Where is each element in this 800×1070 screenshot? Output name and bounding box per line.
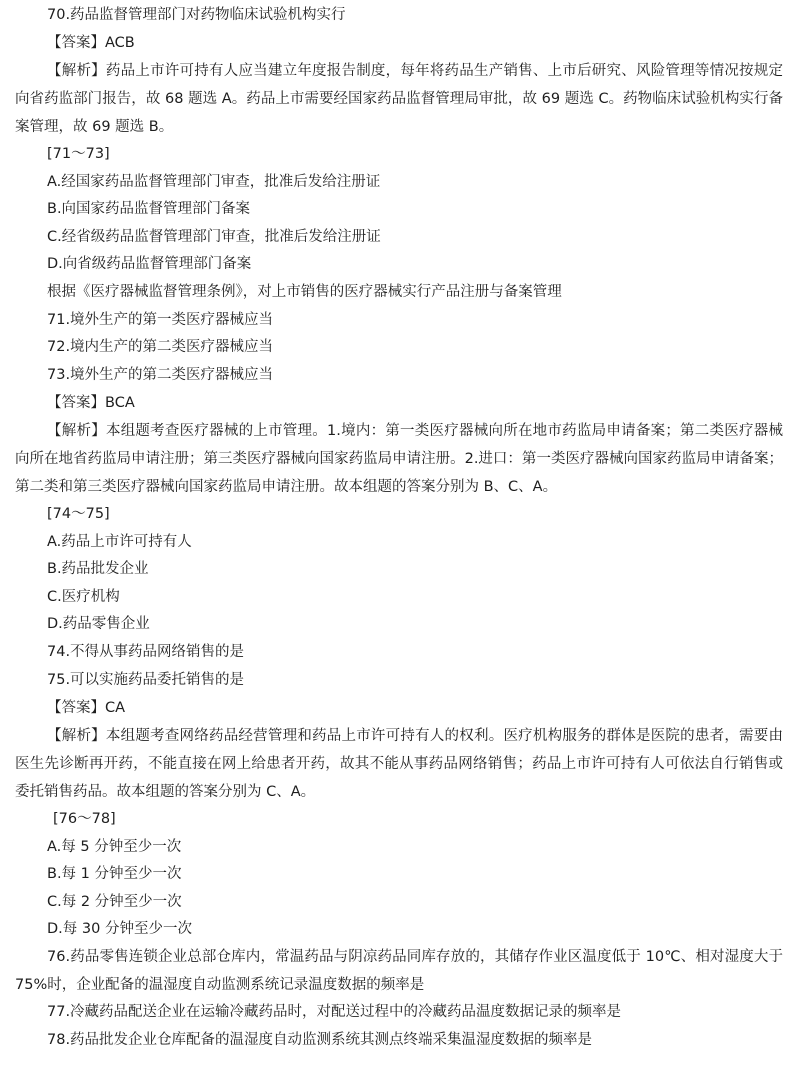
group-header-76-78: [76～78] — [53, 811, 116, 827]
question-73: 73.境外生产的第二类医疗器械应当 — [47, 367, 274, 383]
option-b-71-73: B.向国家药品监督管理部门备案 — [47, 201, 251, 217]
answer-68-70: 【答案】ACB — [47, 35, 135, 51]
option-c-76-78: C.每 2 分钟至少一次 — [47, 894, 182, 910]
option-d-71-73: D.向省级药品监督管理部门备案 — [47, 256, 252, 272]
cropped-page-footer — [708, 1063, 778, 1070]
question-74: 74.不得从事药品网络销售的是 — [47, 644, 245, 660]
question-78: 78.药品批发企业仓库配备的温湿度自动监测系统其测点终端采集温湿度数据的频率是 — [47, 1032, 593, 1048]
group-header-71-73: [71～73] — [47, 146, 110, 162]
question-72: 72.境内生产的第二类医疗器械应当 — [47, 339, 274, 355]
stem-71-73: 根据《医疗器械监督管理条例》，对上市销售的医疗器械实行产品注册与备案管理 — [47, 284, 562, 300]
option-b-74-75: B.药品批发企业 — [47, 561, 149, 577]
option-a-71-73: A.经国家药品监督管理部门审查，批准后发给注册证 — [47, 174, 381, 190]
analysis-74-75: 【解析】本组题考查网络药品经营管理和药品上市许可持有人的权利。医疗机构服务的群体是医院的患者，需要由医生先诊断再开药，不能直接在网上给患者开药，故其不能从事药品网络销售；药品上市许可持有人可依法自行销售或委托销售药品。故本组题的答案分别为 C、A。 — [15, 728, 783, 800]
option-d-76-78: D.每 30 分钟至少一次 — [47, 921, 192, 937]
analysis-68-70: 【解析】药品上市许可持有人应当建立年度报告制度，每年将药品生产销售、上市后研究、风险管理等情况按规定向省药监部门报告，故 68 题选 A。药品上市需要经国家药品监督管理局审批，故 69 题选 C。药物临床试验机构实行备案管理，故 69 题选 B。 — [15, 63, 783, 135]
option-c-74-75: C.医疗机构 — [47, 589, 120, 605]
option-c-71-73: C.经省级药品监督管理部门审查，批准后发给注册证 — [47, 229, 381, 245]
question-71: 71.境外生产的第一类医疗器械应当 — [47, 312, 274, 328]
question-76: 76.药品零售连锁企业总部仓库内，常温药品与阴凉药品同库存放的，其储存作业区温度低于 10℃、相对湿度大于 75%时，企业配备的温湿度自动监测系统记录温度数据的频率是 — [15, 949, 783, 993]
answer-71-73: 【答案】BCA — [47, 395, 135, 411]
group-header-74-75: [74～75] — [47, 506, 110, 522]
analysis-71-73: 【解析】本组题考查医疗器械的上市管理。1.境内：第一类医疗器械向所在地市药监局申请备案；第二类医疗器械向所在地省药监局申请注册；第三类医疗器械向国家药监局申请注册。2.进口：第一类医疗器械向国家药监局申请备案；第二类和第三类医疗器械向国家药监局申请注册。故本组题的答案分别为 B、C、A。 — [15, 423, 783, 495]
option-a-74-75: A.药品上市许可持有人 — [47, 534, 192, 550]
question-75: 75.可以实施药品委托销售的是 — [47, 672, 245, 688]
answer-74-75: 【答案】CA — [47, 700, 126, 716]
option-b-76-78: B.每 1 分钟至少一次 — [47, 866, 182, 882]
option-a-76-78: A.每 5 分钟至少一次 — [47, 839, 182, 855]
option-d-74-75: D.药品零售企业 — [47, 616, 150, 632]
question-77: 77.冷藏药品配送企业在运输冷藏药品时，对配送过程中的冷藏药品温度数据记录的频率是 — [47, 1004, 622, 1020]
question-70: 70.药品监督管理部门对药物临床试验机构实行 — [47, 7, 346, 23]
